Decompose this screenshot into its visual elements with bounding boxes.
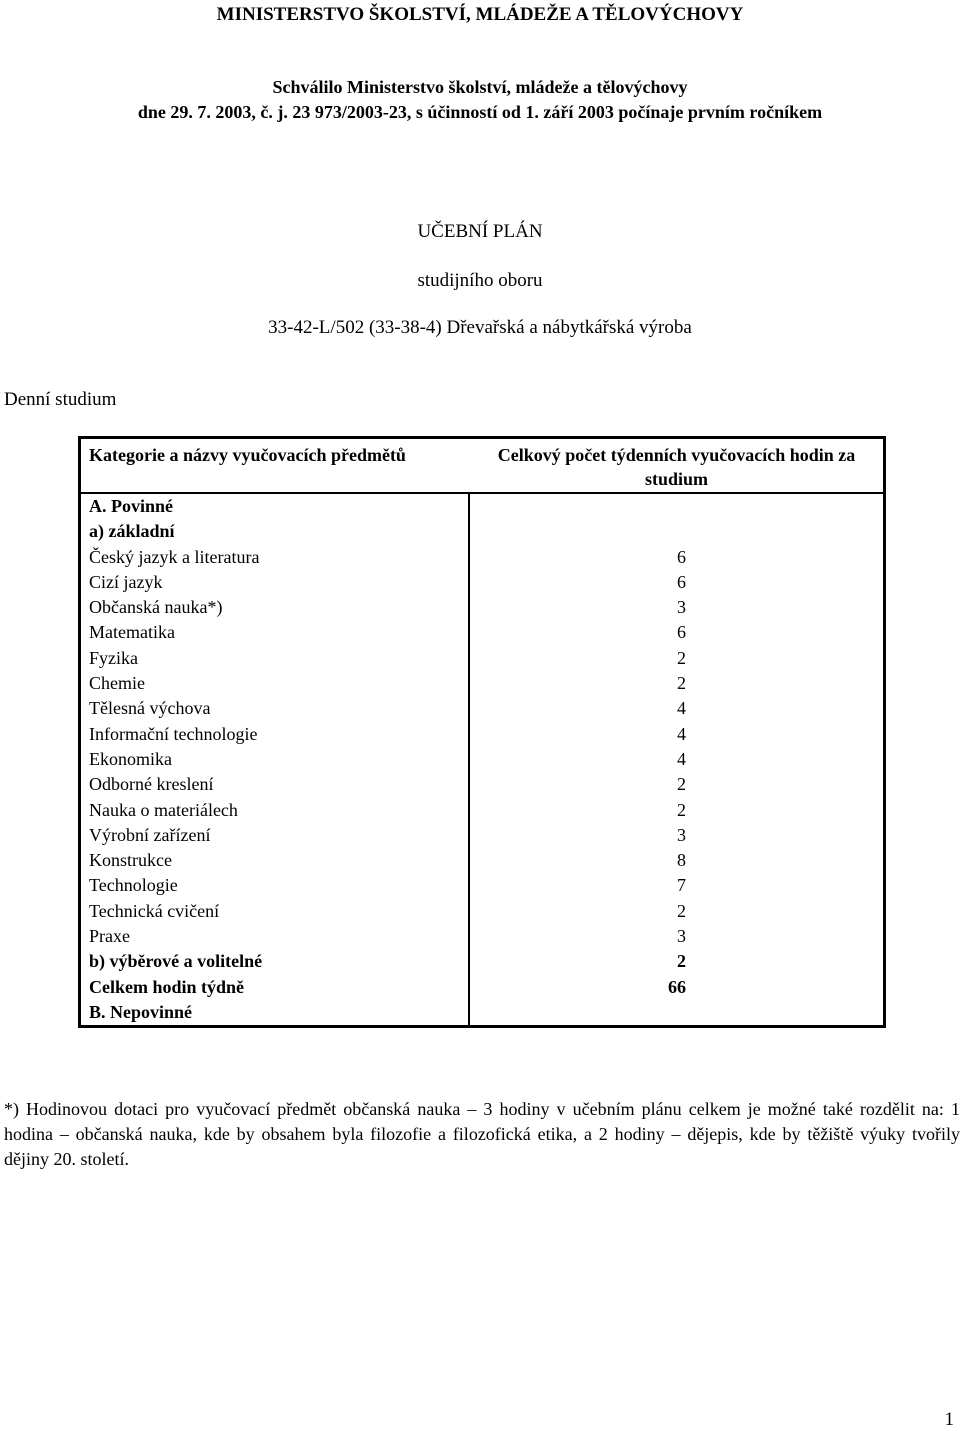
hours-cell: 2: [677, 673, 686, 694]
table-row: [81, 492, 883, 519]
table-row: [81, 519, 883, 544]
subject-cell: a) základní: [81, 519, 470, 544]
subject-cell: Informační technologie: [81, 722, 470, 747]
hours-cell: 7: [677, 875, 686, 896]
table-row: [81, 696, 883, 721]
plan-subtitle: studijního oboru: [417, 270, 543, 291]
hours-cell: 3: [677, 824, 686, 845]
subject-cell: Občanská nauka*): [81, 595, 470, 620]
table-row: [81, 1000, 883, 1025]
subject-cell: b) výběrové a volitelné: [81, 949, 470, 974]
hours-cell: 2: [677, 900, 686, 921]
hours-cell: 4: [677, 698, 686, 719]
subject-cell: Praxe: [81, 924, 470, 949]
subject-cell: Odborné kreslení: [81, 772, 470, 797]
table-row: [81, 823, 883, 848]
ministry-title: MINISTERSTVO ŠKOLSTVÍ, MLÁDEŽE A TĚLOVÝCHOVY: [216, 4, 744, 25]
hours-cell: 2: [677, 774, 686, 795]
hours-cell: 6: [677, 622, 686, 643]
subject-cell: Matematika: [81, 620, 470, 645]
table-row: [81, 545, 883, 570]
subject-cell: Ekonomika: [81, 747, 470, 772]
subject-cell: B. Nepovinné: [81, 1000, 470, 1025]
subject-cell: Fyzika: [81, 646, 470, 671]
study-type: Denní studium: [4, 389, 117, 410]
table-row: [81, 595, 883, 620]
table-row: [81, 975, 883, 1000]
plan-title: UČEBNÍ PLÁN: [417, 221, 543, 242]
table-row: [81, 570, 883, 595]
table-row: [81, 646, 883, 671]
subject-cell: Chemie: [81, 671, 470, 696]
header-hours: Celkový počet týdenních vyučovacích hodin za studium: [497, 445, 856, 489]
table-row: [81, 747, 883, 772]
table-row: [81, 722, 883, 747]
hours-cell: [470, 519, 883, 544]
footnote: *) Hodinovou dotaci pro vyučovací předmět občanská nauka – 3 hodiny v učebním plánu celkem je možné také rozdělit na: 1 hodina – občanská nauka, kde by obsahem byla filozofie a filozofická etika, a 2 hodiny – dějepis, kde by těžiště výuky tvořily dějiny 20. století.: [4, 1099, 960, 1169]
hours-cell: 4: [677, 748, 686, 769]
hours-cell: 3: [677, 926, 686, 947]
curriculum-table: [78, 436, 886, 1028]
hours-cell: [470, 1000, 883, 1025]
approval-line-1: Schválilo Ministerstvo školství, mládeže a tělovýchovy: [272, 77, 688, 97]
hours-cell: 8: [677, 850, 686, 871]
table-row: [81, 848, 883, 873]
subject-cell: Konstrukce: [81, 848, 470, 873]
subject-cell: Cizí jazyk: [81, 570, 470, 595]
table-row: [81, 873, 883, 898]
table-row: [81, 899, 883, 924]
subject-cell: Tělesná výchova: [81, 696, 470, 721]
table-row: [81, 798, 883, 823]
subject-cell: Nauka o materiálech: [81, 798, 470, 823]
hours-cell: 66: [668, 976, 686, 997]
approval-line-2: dne 29. 7. 2003, č. j. 23 973/2003-23, s účinností od 1. září 2003 počínaje prvním ročníkem: [137, 102, 823, 122]
table-row: [81, 772, 883, 797]
table-row: [81, 949, 883, 974]
subject-cell: Celkem hodin týdně: [81, 975, 470, 1000]
hours-cell: 2: [677, 799, 686, 820]
subject-cell: Český jazyk a literatura: [81, 545, 470, 570]
table-body: [81, 492, 883, 1025]
hours-cell: 4: [677, 723, 686, 744]
hours-cell: 2: [677, 951, 686, 972]
table-row: [81, 924, 883, 949]
subject-cell: Výrobní zařízení: [81, 823, 470, 848]
hours-cell: 6: [677, 546, 686, 567]
table-row: [81, 620, 883, 645]
subject-cell: Technická cvičení: [81, 899, 470, 924]
hours-cell: 3: [677, 597, 686, 618]
header-subjects: Kategorie a názvy vyučovacích předmětů: [89, 445, 406, 465]
hours-cell: [470, 494, 883, 519]
page-number: 1: [944, 1409, 954, 1430]
table-row: [81, 671, 883, 696]
approval-statement: [0, 75, 960, 125]
table-header: [81, 439, 883, 492]
field-of-study: 33-42-L/502 (33-38-4) Dřevařská a nábytkářská výroba: [268, 317, 692, 338]
subject-cell: Technologie: [81, 873, 470, 898]
hours-cell: 2: [677, 647, 686, 668]
hours-cell: 6: [677, 571, 686, 592]
subject-cell: A. Povinné: [81, 494, 470, 519]
